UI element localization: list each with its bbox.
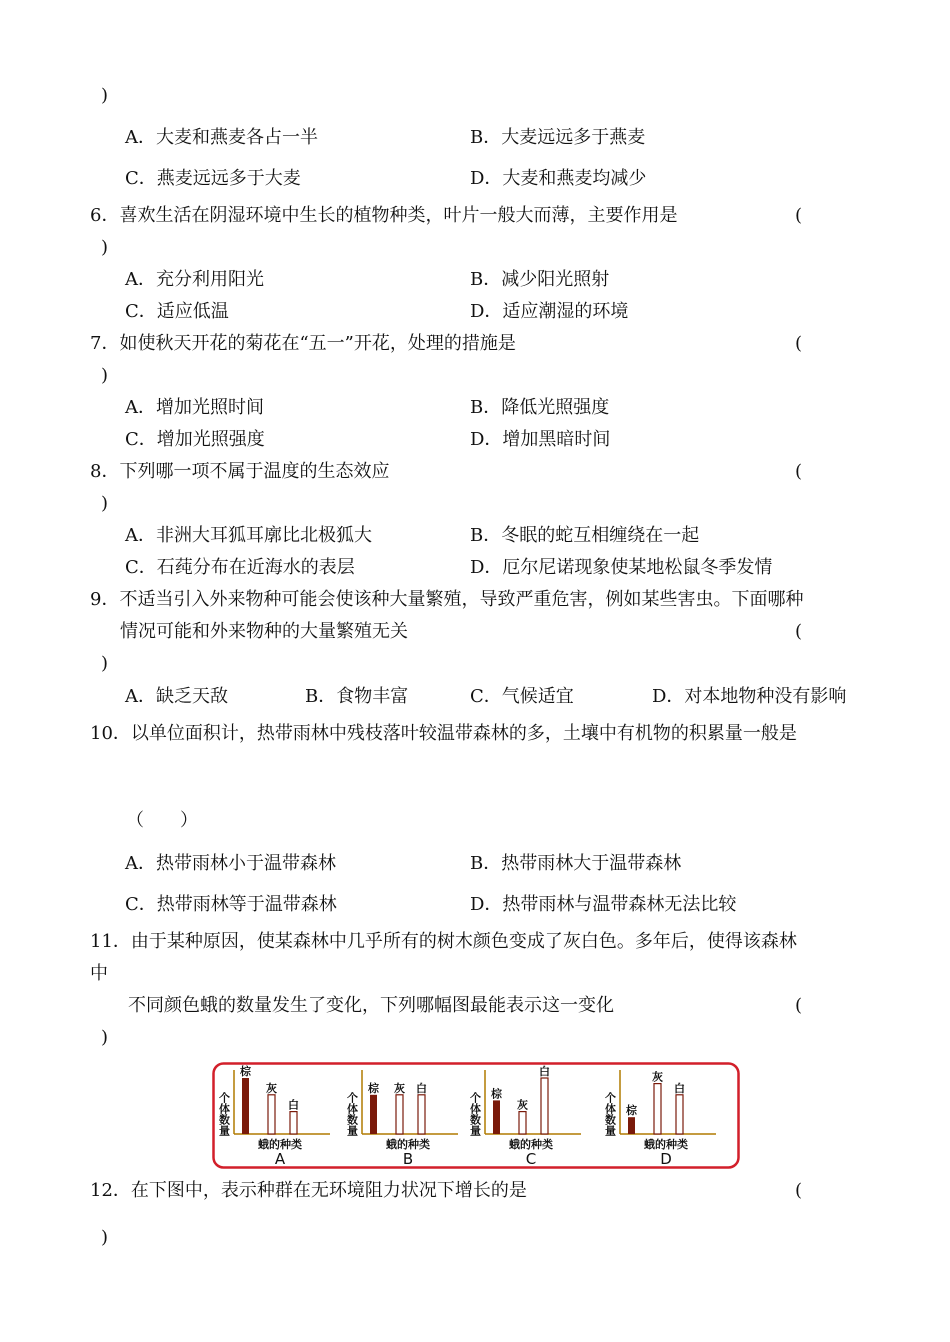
bar-A-棕 <box>242 1078 249 1134</box>
bar-label: 白 <box>288 1098 299 1112</box>
y-axis-label: 个体数量 <box>345 1092 359 1136</box>
bar-label: 灰 <box>517 1098 528 1112</box>
q8-option-b: B．冬眠的蛇互相缠绕在一起 <box>470 525 700 546</box>
bar-label: 灰 <box>394 1081 405 1095</box>
q7-option-b: B．降低光照强度 <box>470 397 610 418</box>
panel-label-D: D <box>660 1150 672 1168</box>
bar-D-棕 <box>628 1117 635 1134</box>
q7-option-d: D．增加黑暗时间 <box>470 429 611 450</box>
bar-D-灰 <box>654 1084 661 1134</box>
q8-stem: 8．下列哪一项不属于温度的生态效应 <box>90 461 390 482</box>
q6-option-a: A．充分利用阳光 <box>125 269 264 290</box>
q6-paren-open: ( <box>795 205 803 226</box>
q6-option-b: B．减少阳光照射 <box>470 269 610 290</box>
q8-option-c: C．石莼分布在近海水的表层 <box>125 557 355 578</box>
panel-label-B: B <box>402 1150 414 1168</box>
bar-C-白 <box>541 1078 548 1134</box>
q11-paren-close: ) <box>101 1027 109 1048</box>
q10-option-d: D．热带雨林与温带森林无法比较 <box>470 894 737 915</box>
q6-option-d: D．适应潮湿的环境 <box>470 301 629 322</box>
bar-A-白 <box>290 1112 297 1134</box>
q5-option-a: A．大麦和燕麦各占一半 <box>125 127 318 148</box>
q11-paren-open: ( <box>795 995 803 1016</box>
bar-label: 棕 <box>368 1081 379 1095</box>
q5-option-b: B．大麦远远多于燕麦 <box>470 127 646 148</box>
q6-option-c: C．适应低温 <box>125 301 229 322</box>
q9-option-b: B．食物丰富 <box>305 686 409 707</box>
q9-option-d: D．对本地物种没有影响 <box>652 686 847 707</box>
q9-option-c: C．气候适宜 <box>470 686 574 707</box>
q6-stem: 6．喜欢生活在阴湿环境中生长的植物种类，叶片一般大而薄，主要作用是 <box>90 205 678 226</box>
q7-option-a: A．增加光照时间 <box>125 397 264 418</box>
moth-bar-chart-figure <box>212 1062 740 1170</box>
bar-label: 棕 <box>240 1065 251 1078</box>
q11-stem-line1: 11．由于某种原因，使某森林中几乎所有的树木颜色变成了灰白色。多年后，使得该森林 <box>90 931 797 952</box>
bar-B-棕 <box>370 1095 377 1134</box>
q11-stem-line1-tail: 中 <box>90 963 108 984</box>
q7-stem: 7．如使秋天开花的菊花在“五一”开花，处理的措施是 <box>90 333 516 354</box>
y-axis-label: 个体数量 <box>603 1092 617 1136</box>
bar-label: 白 <box>674 1081 685 1095</box>
q12-paren-open: ( <box>795 1180 803 1201</box>
bar-label: 棕 <box>491 1087 502 1101</box>
bar-label: 白 <box>539 1065 550 1078</box>
x-axis-label: 蛾的种类 <box>386 1138 430 1151</box>
bar-label: 灰 <box>266 1081 277 1095</box>
q7-paren-open: ( <box>795 333 803 354</box>
x-axis-label: 蛾的种类 <box>258 1138 302 1151</box>
q5-option-c: C．燕麦远远多于大麦 <box>125 168 301 189</box>
q10-paren: （ ） <box>126 810 198 831</box>
q12-stem: 12．在下图中，表示种群在无环境阻力状况下增长的是 <box>90 1180 527 1201</box>
q8-option-d: D．厄尔尼诺现象使某地松鼠冬季发情 <box>470 557 773 578</box>
q8-paren-open: ( <box>795 461 803 482</box>
q7-option-c: C．增加光照强度 <box>125 429 265 450</box>
q9-paren-open: ( <box>795 621 803 642</box>
bar-C-棕 <box>493 1100 500 1134</box>
bar-A-灰 <box>268 1095 275 1134</box>
q9-option-a: A．缺乏天敌 <box>125 686 228 707</box>
bar-B-灰 <box>396 1095 403 1134</box>
bar-label: 白 <box>416 1081 427 1095</box>
bar-D-白 <box>676 1095 683 1134</box>
q12-paren-close: ) <box>101 1227 109 1248</box>
bar-C-灰 <box>519 1112 526 1134</box>
q7-paren-close: ) <box>101 365 109 386</box>
q10-option-b: B．热带雨林大于温带森林 <box>470 853 682 874</box>
panel-label-A: A <box>274 1150 286 1168</box>
q9-stem-line1: 9．不适当引入外来物种可能会使该种大量繁殖，导致严重危害，例如某些害虫。下面哪种 <box>90 589 804 610</box>
x-axis-label: 蛾的种类 <box>644 1138 688 1151</box>
q10-option-a: A．热带雨林小于温带森林 <box>125 853 336 874</box>
q6-paren-close: ) <box>101 237 109 258</box>
q8-option-a: A．非洲大耳狐耳廓比北极狐大 <box>125 525 372 546</box>
q9-paren-close: ) <box>101 653 109 674</box>
q10-option-c: C．热带雨林等于温带森林 <box>125 894 337 915</box>
panel-label-C: C <box>525 1150 537 1168</box>
bar-label: 灰 <box>652 1070 663 1084</box>
y-axis-label: 个体数量 <box>468 1092 482 1136</box>
bar-label: 棕 <box>626 1104 637 1118</box>
x-axis-label: 蛾的种类 <box>509 1138 553 1151</box>
q11-stem-line2: 不同颜色蛾的数量发生了变化，下列哪幅图最能表示这一变化 <box>128 995 614 1016</box>
q9-stem-line2: 情况可能和外来物种的大量繁殖无关 <box>120 621 408 642</box>
q5-paren-close: ) <box>101 85 109 106</box>
q5-option-d: D．大麦和燕麦均减少 <box>470 168 647 189</box>
bar-B-白 <box>418 1095 425 1134</box>
y-axis-label: 个体数量 <box>217 1092 231 1136</box>
q10-stem: 10．以单位面积计，热带雨林中残枝落叶较温带森林的多，土壤中有机物的积累量一般是 <box>90 723 797 744</box>
q8-paren-close: ) <box>101 493 109 514</box>
